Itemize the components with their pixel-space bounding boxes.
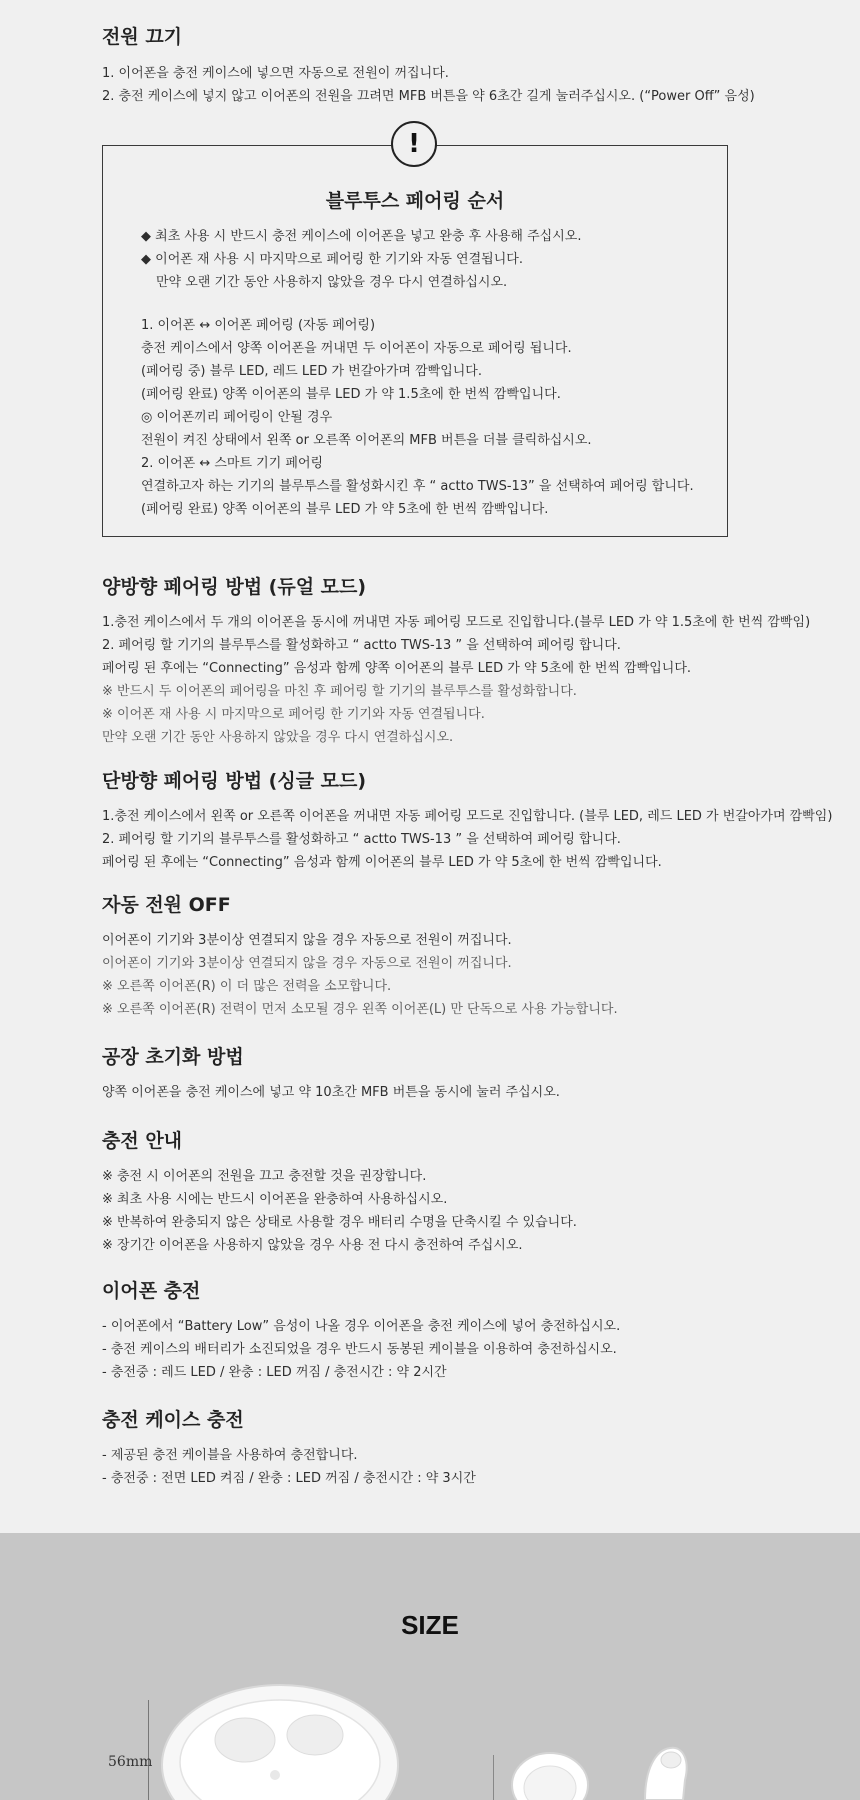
auto-off-line-3: ※ 오른쪽 이어폰(R) 이 더 많은 전력을 소모합니다.	[102, 979, 392, 994]
factory-reset-title: 공장 초기화 방법	[102, 1046, 244, 1068]
dual-line-5: ※ 이어폰 재 사용 시 마지막으로 페어링 한 기기와 자동 연결됩니다.	[102, 707, 485, 722]
box-bullet-1: ◆ 최초 사용 시 반드시 충전 케이스에 이어폰을 넣고 완충 후 사용해 주십시오.	[141, 229, 582, 244]
box-note: 만약 오랜 기간 동안 사용하지 않았을 경우 다시 연결하십시오.	[156, 275, 508, 290]
dual-line-2: 2. 페어링 할 기기의 블루투스를 활성화하고 “ actto TWS-13 ” 을 선택하여 페어링 합니다.	[102, 638, 621, 653]
earbud-image	[505, 1730, 725, 1800]
single-mode-title: 단방향 페어링 방법 (싱글 모드)	[102, 770, 367, 792]
box-bullet-2: ◆ 이어폰 재 사용 시 마지막으로 페어링 한 기기와 자동 연결됩니다.	[141, 252, 523, 267]
dual-line-3: 페어링 된 후에는 “Connecting” 음성과 함께 양쪽 이어폰의 블루 LED 가 약 5초에 한 번씩 깜빡입니다.	[102, 661, 692, 676]
auto-off-line-1: 이어폰이 기기와 3분이상 연결되지 않을 경우 자동으로 전원이 꺼집니다.	[102, 933, 512, 948]
dual-mode-title: 양방향 페어링 방법 (듀얼 모드)	[102, 576, 367, 598]
earphone-charging-title: 이어폰 충전	[102, 1280, 201, 1302]
dual-line-4: ※ 반드시 두 이어폰의 페어링을 마친 후 페어링 할 기기의 블루투스를 활성화합니다.	[102, 684, 577, 699]
factory-reset-line-1: 양쪽 이어폰을 충전 케이스에 넣고 약 10초간 MFB 버튼을 동시에 눌러 주십시오.	[102, 1085, 560, 1100]
auto-off-line-4: ※ 오른쪽 이어폰(R) 전력이 먼저 소모될 경우 왼쪽 이어폰(L) 만 단독으로 사용 가능합니다.	[102, 1002, 618, 1017]
single-line-1: 1.충전 케이스에서 왼쪽 or 오른쪽 이어폰을 꺼내면 자동 페어링 모드로 진입합니다. (블루 LED, 레드 LED 가 번갈아가며 깜빡임)	[102, 809, 833, 824]
power-off-title: 전원 끄기	[102, 26, 183, 48]
case-charging-title: 충전 케이스 충전	[102, 1409, 244, 1431]
box-line-6: (페어링 중) 블루 LED, 레드 LED 가 번갈아가며 깜빡입니다.	[141, 364, 483, 379]
earphone-charging-line-3: - 충전중 : 레드 LED / 완충 : LED 꺼짐 / 충전시간 : 약 2시간	[102, 1365, 447, 1380]
pairing-box-title: 블루투스 페어링 순서	[325, 190, 505, 212]
box-line-12: (페어링 완료) 양쪽 이어폰의 블루 LED 가 약 5초에 한 번씩 깜빡입니다.	[141, 502, 549, 517]
single-line-3: 페어링 된 후에는 “Connecting” 음성과 함께 이어폰의 블루 LED 가 약 5초에 한 번씩 깜빡입니다.	[102, 855, 662, 870]
single-line-2: 2. 페어링 할 기기의 블루투스를 활성화하고 “ actto TWS-13 ” 을 선택하여 페어링 합니다.	[102, 832, 621, 847]
earbud-dimension-line	[493, 1755, 494, 1800]
box-line-9: 전원이 켜진 상태에서 왼쪽 or 오른쪽 이어폰의 MFB 버튼을 더블 클릭하십시오.	[141, 433, 592, 448]
charging-case-image	[150, 1680, 410, 1800]
charging-guide-title: 충전 안내	[102, 1130, 183, 1152]
alert-icon: !	[391, 121, 437, 167]
box-line-7: (페어링 완료) 양쪽 이어폰의 블루 LED 가 약 1.5초에 한 번씩 깜빡입니다.	[141, 387, 561, 402]
dual-line-6: 만약 오랜 기간 동안 사용하지 않았을 경우 다시 연결하십시오.	[102, 730, 454, 745]
charging-guide-line-2: ※ 최초 사용 시에는 반드시 이어폰을 완충하여 사용하십시오.	[102, 1192, 448, 1207]
auto-off-line-2: 이어폰이 기기와 3분이상 연결되지 않을 경우 자동으로 전원이 꺼집니다.	[102, 956, 512, 971]
size-title: SIZE	[401, 1610, 459, 1640]
power-off-line-2: 2. 충전 케이스에 넣지 않고 이어폰의 전원을 끄려면 MFB 버튼을 약 6초간 길게 눌러주십시오. (“Power Off” 음성)	[102, 89, 755, 104]
case-charging-line-1: - 제공된 충전 케이블을 사용하여 충전합니다.	[102, 1448, 358, 1463]
dual-line-1: 1.충전 케이스에서 두 개의 이어폰을 동시에 꺼내면 자동 페어링 모드로 진입합니다.(블루 LED 가 약 1.5초에 한 번씩 깜빡임)	[102, 615, 811, 630]
height-dimension-line	[148, 1700, 149, 1800]
box-line-5: 충전 케이스에서 양쪽 이어폰을 꺼내면 두 이어폰이 자동으로 페어링 됩니다.	[141, 341, 572, 356]
earphone-charging-line-2: - 충전 케이스의 배터리가 소진되었을 경우 반드시 동봉된 케이블을 이용하여 충전하십시오.	[102, 1342, 617, 1357]
box-step-1: 1. 이어폰 ↔ 이어폰 페어링 (자동 페어링)	[141, 318, 376, 333]
box-step-2: 2. 이어폰 ↔ 스마트 기기 페어링	[141, 456, 324, 471]
case-charging-line-2: - 충전중 : 전면 LED 켜짐 / 완충 : LED 꺼짐 / 충전시간 : 약 3시간	[102, 1471, 476, 1486]
charging-guide-line-4: ※ 장기간 이어폰을 사용하지 않았을 경우 사용 전 다시 충전하여 주십시오.	[102, 1238, 523, 1253]
charging-guide-line-1: ※ 충전 시 이어폰의 전원을 끄고 충전할 것을 권장합니다.	[102, 1169, 427, 1184]
earphone-charging-line-1: - 이어폰에서 “Battery Low” 음성이 나올 경우 이어폰을 충전 케이스에 넣어 충전하십시오.	[102, 1319, 621, 1334]
auto-off-title: 자동 전원 OFF	[102, 894, 231, 916]
charging-guide-line-3: ※ 반복하여 완충되지 않은 상태로 사용할 경우 배터리 수명을 단축시킬 수 있습니다.	[102, 1215, 577, 1230]
power-off-line-1: 1. 이어폰을 충전 케이스에 넣으면 자동으로 전원이 꺼집니다.	[102, 66, 449, 81]
height-dimension-label: 56mm	[108, 1754, 153, 1770]
box-line-8: ◎ 이어폰끼리 페어링이 안될 경우	[141, 410, 333, 425]
box-line-11: 연결하고자 하는 기기의 블루투스를 활성화시킨 후 “ actto TWS-13” 을 선택하여 페어링 합니다.	[141, 479, 694, 494]
